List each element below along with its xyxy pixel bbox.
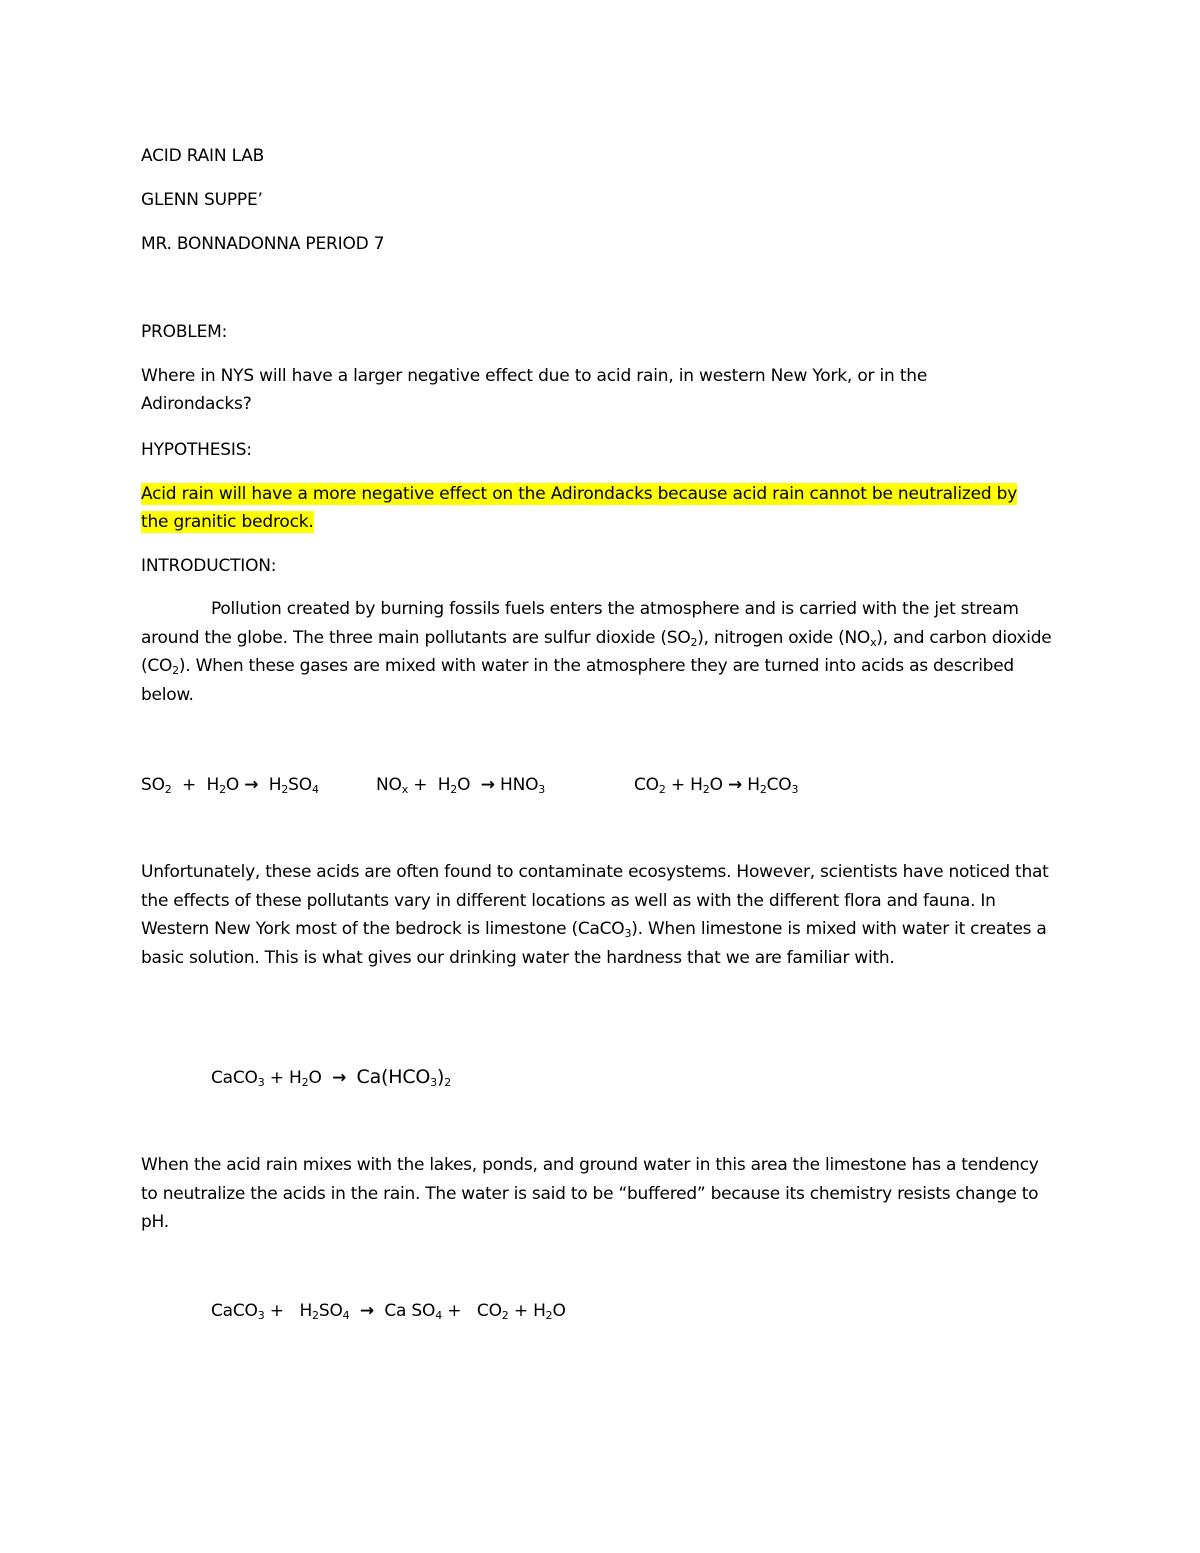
class-info: MR. BONNADONNA PERIOD 7 xyxy=(141,234,385,254)
document-title: ACID RAIN LAB xyxy=(141,146,265,166)
arrow-icon: → xyxy=(332,1068,347,1088)
hypothesis-text-line1 xyxy=(141,480,1017,508)
hypothesis-heading: HYPOTHESIS: xyxy=(141,440,252,460)
equation-nitric-acid: $NO_x + H_2O \to HNO_3$ xyxy=(376,775,546,796)
arrow-icon: → xyxy=(727,775,743,795)
equation-neutralization: CaCO$_3$ + $H_2SO_4 \to Ca$ $SO_4$ + $CO_2 + H_2O$ xyxy=(211,1301,566,1322)
introduction-paragraph-3: When the acid rain mixes with the lakes, ponds, and ground water in this area the limestone has a tendency to neutralize the acids in the rain. The water is said to be “buffered” because its chemistry resists change to pH. xyxy=(141,1155,1039,1232)
equation-sulfuric-acid: $SO_2 + H_2O \to H_2SO_4$ xyxy=(141,775,319,796)
introduction-paragraph-1: Pollution created by burning fossils fuels enters the atmosphere and is carried with the jet stream around the globe. The three main pollutants are sulfur dioxide $(SO_2)$, nitrogen oxide $(NO_x)$, and carbon dioxide $(CO_2)$. When these gases are mixed with water in the atmosphere they are turned into acids as described below. xyxy=(141,599,1052,705)
introduction-heading: INTRODUCTION: xyxy=(141,556,277,576)
highlight: Acid rain will have a more negative effect on the Adirondacks because acid rain cannot be neutralized by xyxy=(141,484,1018,504)
equation-limestone-water: CaCO$_3$ + $H_2O \to Ca(HCO_3)_2$ xyxy=(211,1066,452,1089)
hypothesis-text-line2 xyxy=(141,508,314,536)
problem-text-line1: Where in NYS will have a larger negative effect due to acid rain, in western New York, or in the xyxy=(141,366,928,386)
author-name: GLENN SUPPE’ xyxy=(141,190,263,210)
problem-heading: PROBLEM: xyxy=(141,322,228,342)
introduction-paragraph-2: Unfortunately, these acids are often found to contaminate ecosystems. However, scientists have noticed that the effects of these pollutants vary in different locations as well as with the different flora and fauna. In Western New York most of the bedrock is limestone (CaCO$_3$). When limestone is mixed with water it creates a basic solution. This is what gives our drinking water the hardness that we are familiar with. xyxy=(141,862,1049,968)
highlight: the granitic bedrock. xyxy=(141,512,314,532)
arrow-icon: → xyxy=(480,775,495,795)
arrow-icon: → xyxy=(244,775,259,795)
arrow-icon: → xyxy=(359,1301,374,1321)
problem-text-line2: Adirondacks? xyxy=(141,394,252,414)
equation-carbonic-acid: $CO_2 + H_2O \to H_2CO_3$ xyxy=(634,775,799,796)
